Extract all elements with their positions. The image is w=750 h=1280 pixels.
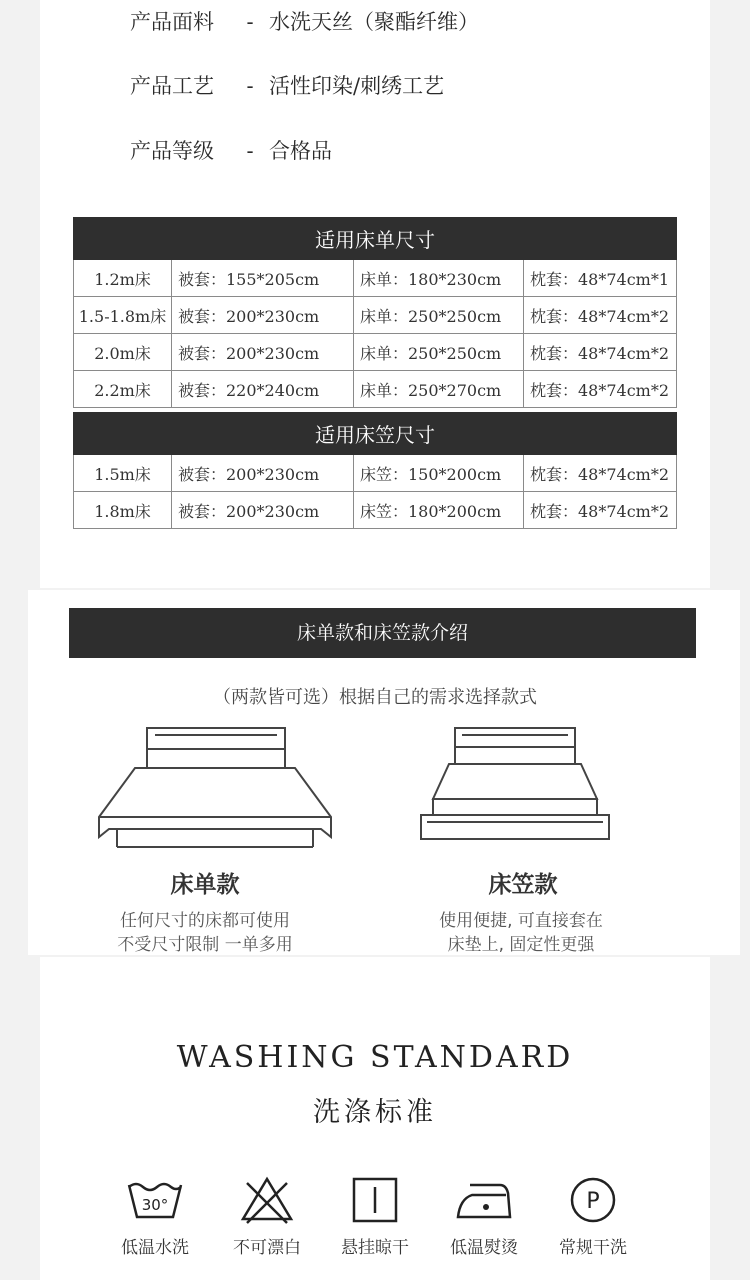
spec-sep: - [246, 74, 254, 98]
intro-subtitle: （两款皆可选）根据自己的需求选择款式 [213, 687, 537, 708]
sheet-cell: 床单：180*230cm [354, 260, 524, 297]
duvet-cell: 被套：155*205cm [172, 260, 354, 297]
pillow-cell: 枕套：48*74cm*2 [524, 297, 677, 334]
washing-title-cn: 洗涤标准 [313, 1097, 437, 1128]
spec-fabric [130, 6, 479, 36]
table-row [74, 371, 677, 408]
duvet-cell: 被套：200*230cm [172, 492, 354, 529]
bed-size-cell: 1.2m床 [74, 260, 172, 297]
flat-sheet-option-desc [75, 909, 335, 957]
care-item-wash [105, 1175, 205, 1258]
spec-label: 产品等级 [130, 139, 214, 163]
duvet-cell: 被套：200*230cm [172, 297, 354, 334]
spec-craft [130, 70, 444, 100]
spec-sep: - [246, 10, 254, 34]
spec-sep: - [246, 139, 254, 163]
care-item-hang-dry [325, 1175, 425, 1258]
care-label: 常规干洗 [559, 1238, 627, 1258]
desc-line: 任何尺寸的床都可使用 [120, 911, 290, 931]
fitted-sheet-option-title: 床笠款 [488, 872, 558, 898]
sheet-size-table [73, 217, 677, 408]
pillow-cell: 枕套：48*74cm*2 [524, 455, 677, 492]
washing-title-en: WASHING STANDARD [176, 1040, 574, 1075]
wash-30-icon [125, 1175, 185, 1225]
table-row [74, 492, 677, 529]
sheet-table-title: 适用床单尺寸 [74, 218, 677, 260]
duvet-cell: 被套：200*230cm [172, 334, 354, 371]
spec-label: 产品工艺 [130, 74, 214, 98]
table-row [74, 297, 677, 334]
duvet-cell: 被套：220*240cm [172, 371, 354, 408]
bed-size-cell: 1.5-1.8m床 [74, 297, 172, 334]
fitted-table-title: 适用床笠尺寸 [74, 413, 677, 455]
desc-line: 不受尺寸限制 一单多用 [117, 935, 293, 955]
care-item-no-bleach [217, 1175, 317, 1258]
flat-sheet-option-title: 床单款 [170, 872, 240, 898]
spec-grade [130, 135, 332, 165]
flat-sheet-bed-icon [95, 725, 335, 850]
pillow-cell: 枕套：48*74cm*2 [524, 371, 677, 408]
dry-clean-letter: P [586, 1189, 600, 1214]
fitted-cell: 床笠：180*200cm [354, 492, 524, 529]
sheet-cell: 床单：250*250cm [354, 334, 524, 371]
fitted-sheet-bed-icon [415, 725, 615, 845]
desc-line: 床垫上, 固定性更强 [447, 935, 595, 955]
care-item-low-iron [434, 1175, 534, 1258]
spec-label: 产品面料 [130, 10, 214, 34]
care-label: 低温熨烫 [450, 1238, 518, 1258]
spec-value: 水洗天丝（聚酯纤维） [269, 10, 479, 34]
pillow-cell: 枕套：48*74cm*2 [524, 492, 677, 529]
desc-line: 使用便捷, 可直接套在 [439, 911, 603, 931]
fitted-size-table [73, 412, 677, 529]
sheet-cell: 床单：250*250cm [354, 297, 524, 334]
care-label: 不可漂白 [233, 1238, 301, 1258]
wash-temp: 30° [141, 1196, 169, 1214]
bed-size-cell: 2.0m床 [74, 334, 172, 371]
bed-size-cell: 1.5m床 [74, 455, 172, 492]
care-label: 低温水洗 [121, 1238, 189, 1258]
spec-value: 合格品 [269, 139, 332, 163]
dry-clean-p-icon [568, 1175, 618, 1225]
hang-dry-icon [350, 1175, 400, 1225]
bed-size-cell: 1.8m床 [74, 492, 172, 529]
care-label: 悬挂晾干 [341, 1238, 409, 1258]
fitted-cell: 床笠：150*200cm [354, 455, 524, 492]
table-row [74, 260, 677, 297]
pillow-cell: 枕套：48*74cm*2 [524, 334, 677, 371]
intro-title-bar: 床单款和床笠款介绍 [69, 608, 696, 658]
pillow-cell: 枕套：48*74cm*1 [524, 260, 677, 297]
duvet-cell: 被套：200*230cm [172, 455, 354, 492]
table-row [74, 455, 677, 492]
low-iron-icon [454, 1175, 514, 1225]
bed-size-cell: 2.2m床 [74, 371, 172, 408]
fitted-sheet-option-desc [391, 909, 651, 957]
care-item-dry-clean [543, 1175, 643, 1258]
no-bleach-icon [239, 1175, 295, 1225]
table-row [74, 334, 677, 371]
sheet-cell: 床单：250*270cm [354, 371, 524, 408]
spec-value: 活性印染/刺绣工艺 [269, 74, 445, 98]
